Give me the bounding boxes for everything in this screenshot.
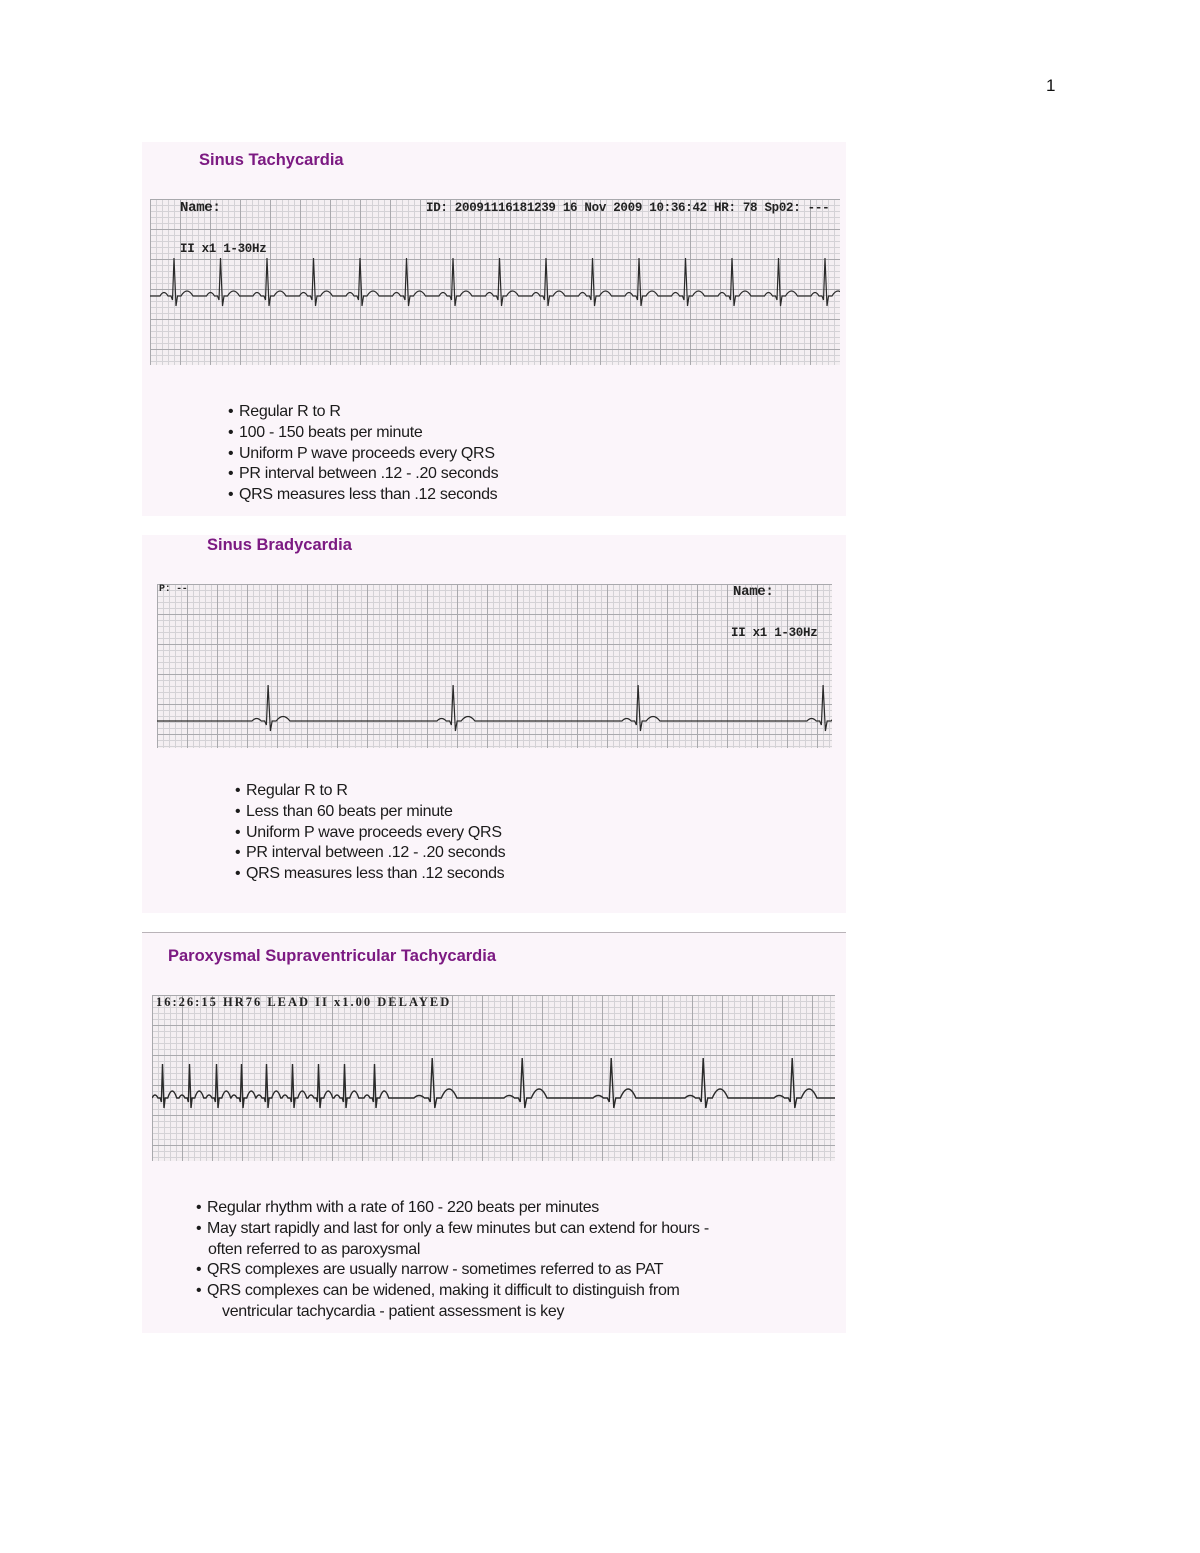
list-item: • 100 - 150 beats per minute: [228, 423, 498, 444]
list-item-continuation: ventricular tachycardia - patient assessment is key: [222, 1302, 565, 1320]
psvt-section: [142, 932, 846, 1333]
list-item: • Regular R to R: [228, 402, 498, 423]
sinus-bradycardia-section: [142, 535, 846, 913]
list-item: • Less than 60 beats per minute: [235, 802, 505, 823]
ecg-waveform: [157, 584, 832, 748]
ecg-waveform: [150, 199, 840, 365]
strip-header: 16:26:15 HR76 LEAD II x1.00 DELAYED: [156, 995, 452, 1009]
lead-label: II x1 1-30Hz: [180, 242, 267, 256]
criteria-list: [196, 1198, 709, 1323]
list-item: • Uniform P wave proceeds every QRS: [235, 823, 505, 844]
list-item: • QRS measures less than .12 seconds: [228, 485, 498, 506]
ecg-strip: [152, 995, 835, 1161]
corner-label: P: --: [159, 584, 188, 595]
sinus-tachycardia-section: [142, 142, 846, 516]
list-item: • Regular rhythm with a rate of 160 - 220 beats per minutes: [196, 1198, 709, 1219]
ecg-waveform: [152, 995, 835, 1161]
lead-label: II x1 1-30Hz: [731, 626, 818, 640]
ecg-trace: [157, 685, 832, 731]
ecg-strip: [157, 584, 832, 748]
strip-header: ID: 20091116181239 16 Nov 2009 10:36:42 HR: 78 Sp02: ---: [426, 201, 830, 215]
patient-name-label: Name:: [733, 584, 774, 600]
section-title: Paroxysmal Supraventricular Tachycardia: [168, 947, 497, 965]
patient-name-label: Name:: [180, 200, 221, 216]
page-number: 1: [1046, 76, 1056, 95]
criteria-list: [228, 402, 498, 506]
section-title: Sinus Bradycardia: [207, 536, 352, 554]
list-item: • PR interval between .12 - .20 seconds: [228, 464, 498, 485]
section-title: Sinus Tachycardia: [199, 151, 344, 169]
ecg-trace: [150, 258, 840, 306]
list-item: • PR interval between .12 - .20 seconds: [235, 843, 505, 864]
criteria-list: [235, 781, 505, 885]
ecg-strip: [150, 199, 840, 365]
list-item: • QRS complexes are usually narrow - sometimes referred to as PAT: [196, 1260, 709, 1281]
ecg-trace: [152, 1058, 835, 1108]
list-item: • Uniform P wave proceeds every QRS: [228, 444, 498, 465]
list-item: • Regular R to R: [235, 781, 505, 802]
list-item: • QRS measures less than .12 seconds: [235, 864, 505, 885]
list-item: • May start rapidly and last for only a few minutes but can extend for hours -: [196, 1219, 709, 1240]
list-item: • QRS complexes can be widened, making it difficult to distinguish from: [196, 1281, 709, 1302]
list-item-continuation: often referred to as paroxysmal: [208, 1240, 421, 1258]
